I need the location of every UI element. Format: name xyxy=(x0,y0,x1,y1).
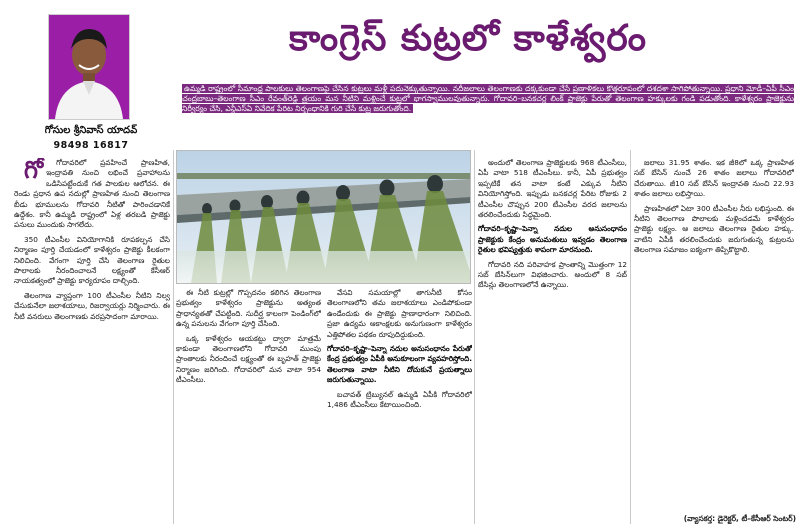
deck-text: ఉమ్మడి రాష్ట్రంలో సీమాంధ్ర పాలకులు తెలంగాణపై చేసిన కుట్రలు మళ్లీ పదునెక్కుతున్నాయి. నదీజలాలు తెలంగాణకు దక్కకుండా చేసే ప్రణాళికలు కొత్తరూపంలో దశదశా సాగిపోతున్నాయి. ప్రధాని మోడీ–ఏపీ సీఎం చంద్రబాబు–తెలంగాణ సీఎం రేవంత్‌రెడ్డి త్రయం మన నీటిని మళ్లించే కుట్రలో భాగస్వాములవుతున్నారు. గోదావరి–బనకచర్ల లింక్ ప్రాజెక్టు పేరుతో తెలంగాణ హక్కులకు గండి పడుతోంది. కాళేశ్వరం ప్రాజెక్టును నిర్వీర్యం చేసి, ఎన్డీఎస్ఏ నివేదిక పేరిట నిర్బంధానికి గురి చేసే కుట్ర జరుగుతోంది. xyxy=(182,84,794,113)
paragraph-subhead: గోదావరి–కృష్ణా–పెన్నా నదుల అనుసంధానం ప్రాజెక్టుకు కేంద్రం అనుమతులు ఇవ్వడం తెలంగాణ రైతుల భవిష్యత్తుకు శాపంగా మారనుంది. xyxy=(478,224,627,255)
barrage-illustration xyxy=(177,151,470,283)
paragraph: గోదావరి నది పరివాహక ప్రాంతాన్ని మొత్తంగా 12 సబ్ బేసిన్‌లుగా విభజించారు. అందులో 8 సబ్ బేసిన్లు తెలంగాణలోనే ఉన్నాయి. xyxy=(478,259,627,290)
drop-cap: గో xyxy=(24,158,44,184)
article-column-3 xyxy=(327,288,472,524)
author-photo xyxy=(48,14,130,120)
column-divider xyxy=(630,150,631,524)
article-column-4 xyxy=(478,158,627,524)
paragraph: తెలంగాణ వ్యాప్తంగా 100 టీఎంసీల నీటిని నిల్వ చేసుకునేలా జలాశయాలు, రిజర్వాయర్లు నిర్మించారు. ఈ నీటి వనరులు తెలంగాణకు వరప్రసాదంగా మారాయి. xyxy=(14,290,170,321)
dam-photo xyxy=(176,150,471,284)
paragraph: అందులో తెలంగాణ ప్రాజెక్టులకు 968 టీఎంసీలు, ఏపీ వాటా 518 టీఎంసీలు. కానీ, ఏపీ ప్రభుత్వం ఇప్పటికే తన వాటా కంటే ఎక్కువ నీటిని వినియోగిస్తోంది. ఇప్పుడు బనకచర్ల పేరిట రోజుకు 2 టీఎంసీల చొప్పున 200 టీఎంసీల వరద జలాలను తరలించేందుకు సిద్ధమైంది. xyxy=(478,158,627,220)
article-column-2 xyxy=(176,288,321,524)
paragraph: వేసవి సమయాల్లో తాగునీటి కోసం తెలంగాణలోని తమ జలాశయాలు ఎండిపోకుండా ఉండేందుకు ఈ ప్రాజెక్టు ప్రాణాధారంగా నిలిచింది. ప్రజా ఉద్యమ ఆకాంక్షలకు అనుగుణంగా కాళేశ్వరం ఎత్తిపోతల పథకం రూపుదిద్దుకుంది. xyxy=(327,288,472,339)
paragraph: ఈ నీటి కుట్రల్లో గొప్పదనం కలిగిన తెలంగాణ ప్రభుత్వం కాళేశ్వరం ప్రాజెక్టును అత్యంత ప్రాధాన్యతతో చేపట్టింది. సుదీర్ఘ కాలంగా పెండింగ్‌లో ఉన్న పనులను వేగంగా పూర్తి చేసింది. xyxy=(176,288,321,329)
paragraph xyxy=(14,158,170,231)
author-portrait xyxy=(49,15,129,119)
headline: కాంగ్రెస్ కుట్రలో కాళేశ్వరం xyxy=(289,18,647,59)
author-name: గోసుల శ్రీనివాస్ యాదవ్ xyxy=(44,125,138,136)
paragraph: 350 టీఎంసీల వినియోగానికి రూపకల్పన చేసి నిర్మాణం పూర్తి చేయడంలో కాళేశ్వరం ప్రాజెక్టు కీలకంగా నిలిచింది. వేగంగా పూర్తి చేసి తెలంగాణ రైతుల పొలాలకు నీరందించాలనే లక్ష్యంతో కేసీఆర్ నాయకత్వంలో ప్రాజెక్టు కార్యరూపం దాల్చింది. xyxy=(14,234,170,286)
column-divider xyxy=(474,150,475,524)
author-credit: (వ్యాసకర్త: డైరెక్టర్, టీ–కేసీఆర్ సెంటర్) xyxy=(683,514,796,523)
paragraph-subhead: గోదావరి–కృష్ణా–పెన్నా నదుల అనుసంధానం పేరుతో కేంద్ర ప్రభుత్వం ఏపీకి అనుకూలంగా వ్యవహరిస్తోంది. తెలంగాణ వాటా నీటిని దోచుకునే ప్రయత్నాలు జరుగుతున్నాయి. xyxy=(327,344,472,385)
paragraph: బచావత్ ట్రిబ్యునల్ ఉమ్మడి ఏపీకి గోదావరిలో 1,486 టీఎంసీలు కేటాయించింది. xyxy=(327,389,472,410)
article-column-5 xyxy=(634,158,794,524)
article-column-1 xyxy=(14,158,170,524)
column-divider xyxy=(173,150,174,524)
author-phone: 98498 16817 xyxy=(53,140,129,151)
paragraph: ఒక్క కాళేశ్వరం ఆయకట్టు ద్వారా మాత్రమే కాకుండా తెలంగాణలోని గోదావరి ముంపు ప్రాంతాలకు నీరందించే లక్ష్యంతో ఈ బృహత్ ప్రాజెక్టు నిర్మాణం జరిగింది. గోదావరిలో మన వాటా 954 టీఎంసీలు. xyxy=(176,333,321,385)
paragraph: ప్రాణహితలో ఏటా 300 టీఎంసీల నీరు లభిస్తుంది. ఈ నీటిని తెలంగాణ పొలాలకు మళ్లించడమే కాళేశ్వరం ప్రాజెక్టు లక్ష్యం. ఆ జలాలు తెలంగాణ రైతుల హక్కు. వాటిని ఏపీకి తరలించేందుకు జరుగుతున్న కుట్రలను తెలంగాణ సమాజం ఐక్యంగా తిప్పికొట్టాలి. xyxy=(634,203,794,255)
paragraph-text: గోదావరిలో ప్రవహించే ప్రాణహిత, ఇంద్రావతి నుంచి లభించే ప్రవాహాలను ఒడిసిపట్టేందుకే గత పాలకుల ఆలోచన. ఈ రెండు ప్రధాన ఉప నదుల్లో ప్రాణహిత నుంచి తెలంగాణ బీడు భూములను గోదావరి నీటితో పారించడానికే ఉద్దేశం. కానీ ఉమ్మడి రాష్ట్రంలో ఏళ్ల తరబడి ప్రాజెక్టు పనులు ముందుకు సాగలేదు. xyxy=(14,158,170,230)
paragraph: జలాలు 31.95 శాతం. ఇక జీ8లో ఒక్క ప్రాణహిత సబ్ బేసిన్ నుంచే 26 శాతం జలాలు గోదావరిలో చేరుతాయి. జీ10 సబ్ బేసిన్ ఇంద్రావతి నుంచి 22.93 శాతం జలాలు లభిస్తాయి. xyxy=(634,158,794,199)
